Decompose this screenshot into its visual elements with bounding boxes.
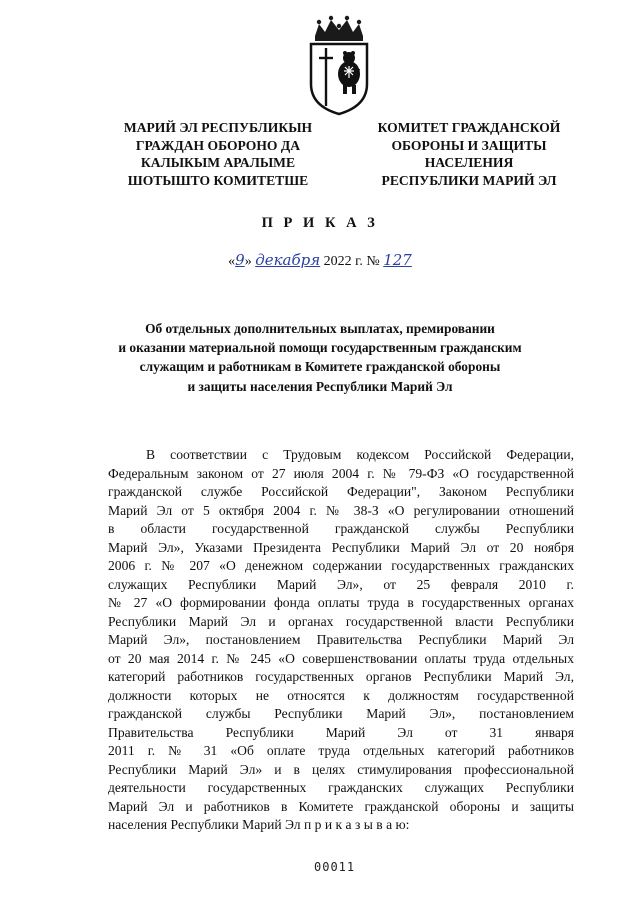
header-left-line: ГРАЖДАН ОБОРОНО ДА	[135, 137, 301, 153]
serial-number-stamp: 00011	[314, 860, 356, 874]
header-russian-language	[364, 119, 574, 189]
body-line: деятельности государственных гражданских служащих Республики	[108, 780, 574, 795]
body-line: В соответствии с Трудовым кодексом Российской Федерации,	[146, 447, 574, 462]
body-line: гражданской службе Российской Федерации", Законом Республики	[108, 484, 574, 499]
body-line: Марий Эл», постановлением Правительства Республики Марий Эл	[108, 632, 574, 647]
body-line: 2011 г. № 31 «Об оплате труда отдельных категорий работников	[108, 743, 574, 758]
subject-line: служащим и работникам в Комитете гражданской обороны	[139, 359, 501, 375]
body-line: населения Республики Марий Эл п р и к а з ы в а ю:	[108, 817, 410, 832]
order-body-paragraph	[108, 446, 574, 835]
body-line: № 27 «О формировании фонда оплаты труда в государственных органах	[108, 595, 574, 610]
header-left-line: ШОТЫШТО КОМИТЕТШЕ	[127, 172, 309, 188]
body-line: Республики Марий Эл и органах государственной власти Республики	[108, 613, 574, 629]
header-left-line: МАРИЙ ЭЛ РЕСПУБЛИКЫН	[123, 120, 313, 135]
crown-icon	[315, 16, 363, 41]
body-line: Правительства Республики Марий Эл от 31 января	[108, 724, 574, 740]
date-open-quote: «	[228, 254, 236, 269]
header-right-line: РЕСПУБЛИКИ МАРИЙ ЭЛ	[381, 172, 557, 188]
body-line: Федеральным законом от 27 июля 2004 г. № 79-ФЗ «О государственной	[108, 465, 574, 481]
order-day: 9	[235, 251, 245, 269]
order-year: 2022 г. №	[320, 254, 384, 269]
header-right-line: КОМИТЕТ ГРАЖДАНСКОЙ	[377, 120, 561, 135]
order-date-line	[0, 251, 640, 270]
order-title: П Р И К А З	[261, 215, 379, 231]
body-line: Республики Марий Эл» и в целях стимулирования профессиональной	[108, 761, 574, 777]
header-left-line: КАЛЫКЫМ АРАЛЫМЕ	[140, 155, 296, 170]
header-right-line: НАСЕЛЕНИЯ	[424, 155, 514, 170]
body-line: должности которых не относятся к должностям государственной	[108, 687, 574, 703]
header-mari-language	[113, 119, 323, 189]
body-line: служащих Республики Марий Эл», от 25 февраля 2010 г.	[108, 576, 574, 592]
subject-line: и защиты населения Республики Марий Эл	[187, 378, 453, 394]
body-line: гражданской службы Республики Марий Эл», постановлением	[108, 706, 574, 721]
body-line: Марий Эл от 5 октября 2004 г. № 38-З «О регулировании отношений	[108, 502, 574, 518]
subject-line: Об отдельных дополнительных выплатах, премировании	[145, 321, 495, 336]
order-number: 127	[383, 251, 412, 269]
header-right-line: ОБОРОНЫ И ЗАЩИТЫ	[391, 137, 547, 153]
date-close-quote: »	[244, 254, 252, 269]
order-month: декабря	[255, 251, 321, 269]
body-line: от 20 мая 2014 г. № 245 «О совершенствовании оплаты труда отдельных	[108, 650, 574, 666]
order-subject	[60, 319, 580, 396]
body-line: 2006 г. № 207 «О денежном содержании государственных гражданских	[108, 558, 574, 573]
subject-line: и оказании материальной помощи государственным гражданским	[118, 340, 522, 356]
body-line: категорий работников государственных органов Республики Марий Эл,	[108, 669, 574, 684]
body-line: Марий Эл и работников в Комитете гражданской обороны и защиты	[108, 798, 574, 814]
body-line: в области государственной гражданской службы Республики	[108, 521, 574, 536]
coat-of-arms-emblem	[301, 14, 377, 118]
body-line: Марий Эл», Указами Президента Республики Марий Эл от 20 ноября	[108, 539, 574, 555]
